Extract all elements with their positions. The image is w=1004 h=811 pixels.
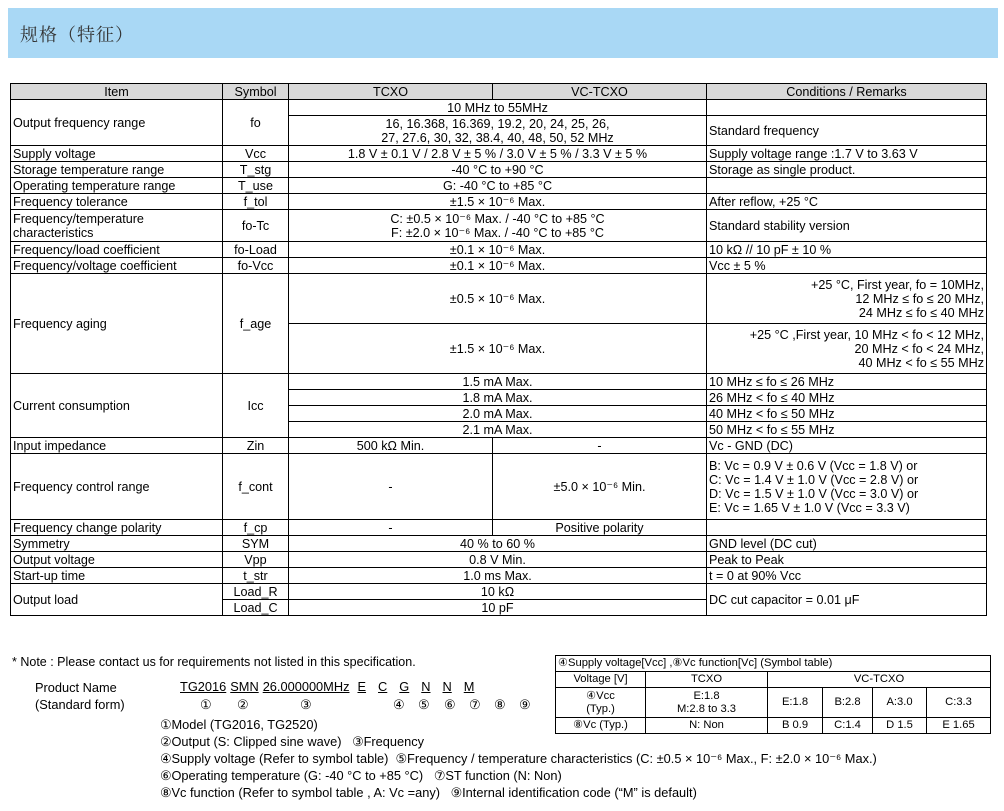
- cell-symbol: SYM: [223, 536, 289, 552]
- cell-value: 1.5 mA Max.: [289, 374, 707, 390]
- cell-symbol: f_age: [223, 274, 289, 374]
- cell-symbol: fo: [223, 100, 289, 146]
- symbol-vcc-label: ④Vcc (Typ.): [556, 688, 646, 718]
- cell-remark: Vcc ± 5 %: [707, 258, 987, 274]
- cell-remark: Standard frequency: [707, 116, 987, 146]
- cell-item: Symmetry: [11, 536, 223, 552]
- row-operating: [11, 178, 987, 194]
- legend-line: ①Model (TG2016, TG2520): [160, 717, 318, 732]
- cell-remark: Supply voltage range :1.7 V to 3.63 V: [707, 146, 987, 162]
- legend-line: ⑥Operating temperature (G: -40 °C to +85 °C) ⑦ST function (N: Non): [160, 768, 562, 783]
- cell-remark: 40 MHz < fo ≤ 50 MHz: [707, 406, 987, 422]
- cell-remark: +25 °C, First year, fo = 10MHz, 12 MHz ≤ fo ≤ 20 MHz, 24 MHz ≤ fo ≤ 40 MHz: [707, 274, 987, 324]
- legend-line: ②Output (S: Clipped sine wave) ③Frequency: [160, 734, 425, 749]
- cell-symbol: t_str: [223, 568, 289, 584]
- part-vc: N: [442, 679, 452, 694]
- cell-item: Frequency control range: [11, 454, 223, 520]
- cell-value: ±0.5 × 10⁻⁶ Max.: [289, 274, 707, 324]
- cell-item: Start-up time: [11, 568, 223, 584]
- row-startup: [11, 568, 987, 584]
- symbol-vcc-tcxo: E:1.8 M:2.8 to 3.3: [646, 688, 768, 718]
- cell-remark: Peak to Peak: [707, 552, 987, 568]
- index-7: ⑦: [469, 697, 481, 712]
- cell-item: Storage temperature range: [11, 162, 223, 178]
- part-temp: G: [399, 679, 410, 694]
- cell-remark: 26 MHz < fo ≤ 40 MHz: [707, 390, 987, 406]
- index-2: ②: [237, 697, 249, 712]
- footnote: * Note : Please contact us for requirements not listed in this specification.: [12, 655, 416, 669]
- symbol-header-voltage: Voltage [V]: [556, 672, 646, 688]
- legend-line: ④Supply voltage (Refer to symbol table) ⑤Frequency / temperature characteristics (C: ±0.5 × 10⁻⁶ Max., F: ±2.0 × 10⁻⁶ Max.): [160, 751, 877, 766]
- cell-value: 10 kΩ: [289, 584, 707, 600]
- cell-value: 16, 16.368, 16.369, 19.2, 20, 24, 25, 26, 27, 27.6, 30, 32, 38.4, 40, 48, 50, 52 MHz: [289, 116, 707, 146]
- row-impedance: [11, 438, 987, 454]
- row-symmetry: [11, 536, 987, 552]
- cell-remark: [707, 100, 987, 116]
- product-name-label: Product Name (Standard form): [35, 680, 125, 712]
- cell-value: 1.8 V ± 0.1 V / 2.8 V ± 5 % / 3.0 V ± 5 % / 3.3 V ± 5 %: [289, 146, 707, 162]
- cell-symbol: Load_C: [223, 600, 289, 616]
- cell-value: 0.8 V Min.: [289, 552, 707, 568]
- cell-item: Current consumption: [11, 374, 223, 438]
- cell-value: 1.0 ms Max.: [289, 568, 707, 584]
- cell-symbol: Vpp: [223, 552, 289, 568]
- part-fT: C: [378, 679, 388, 694]
- cell-symbol: T_stg: [223, 162, 289, 178]
- header-item: Item: [11, 84, 223, 100]
- row-supply: [11, 146, 987, 162]
- cell-remark: 50 MHz < fo ≤ 55 MHz: [707, 422, 987, 438]
- section-title: 规格（特征）: [20, 25, 134, 46]
- cell-value: 10 pF: [289, 600, 707, 616]
- cell-value: -40 °C to +90 °C: [289, 162, 707, 178]
- cell-item: Frequency change polarity: [11, 520, 223, 536]
- symbol-vcc-val: E:1.8: [768, 688, 823, 718]
- symbol-vc-val: C:1.4: [823, 718, 873, 734]
- symbol-vcc-val: A:3.0: [873, 688, 927, 718]
- row-current-1: [11, 374, 987, 390]
- row-tolerance: [11, 194, 987, 210]
- cell-remark: t = 0 at 90% Vcc: [707, 568, 987, 584]
- cell-item: Frequency/temperature characteristics: [11, 210, 223, 242]
- cell-value: ±1.5 × 10⁻⁶ Max.: [289, 324, 707, 374]
- row-load-coef: [11, 242, 987, 258]
- cell-item: Operating temperature range: [11, 178, 223, 194]
- cell-value: C: ±0.5 × 10⁻⁶ Max. / -40 °C to +85 °C F: ±2.0 × 10⁻⁶ Max. / -40 °C to +85 °C: [289, 210, 707, 242]
- symbol-caption-row: [556, 656, 991, 672]
- index-1: ①: [200, 697, 212, 712]
- header-tcxo: TCXO: [289, 84, 493, 100]
- row-storage: [11, 162, 987, 178]
- row-aging-1: [11, 274, 987, 324]
- index-6: ⑥: [444, 697, 456, 712]
- cell-item: Output frequency range: [11, 100, 223, 146]
- cell-vctcxo: -: [493, 438, 707, 454]
- row-load-r: [11, 584, 987, 600]
- row-control: [11, 454, 987, 520]
- symbol-vc-val: D 1.5: [873, 718, 927, 734]
- cell-symbol: Zin: [223, 438, 289, 454]
- cell-symbol: f_cp: [223, 520, 289, 536]
- header-vctcxo: VC-TCXO: [493, 84, 707, 100]
- row-output-voltage: [11, 552, 987, 568]
- cell-remark: [707, 178, 987, 194]
- symbol-vcc-row: [556, 688, 991, 718]
- cell-remark: [707, 520, 987, 536]
- cell-tcxo: -: [289, 520, 493, 536]
- cell-item: Frequency aging: [11, 274, 223, 374]
- header-remarks: Conditions / Remarks: [707, 84, 987, 100]
- cell-item: Frequency/load coefficient: [11, 242, 223, 258]
- cell-value: ±0.1 × 10⁻⁶ Max.: [289, 258, 707, 274]
- symbol-vc-label: ⑧Vc (Typ.): [556, 718, 646, 734]
- cell-symbol: f_cont: [223, 454, 289, 520]
- symbol-vcc-val: C:3.3: [927, 688, 991, 718]
- symbol-vc-row: [556, 718, 991, 734]
- cell-value: ±1.5 × 10⁻⁶ Max.: [289, 194, 707, 210]
- row-polarity: [11, 520, 987, 536]
- index-8: ⑧: [494, 697, 506, 712]
- cell-symbol: Load_R: [223, 584, 289, 600]
- spec-header-row: [11, 84, 987, 100]
- cell-value: 10 MHz to 55MHz: [289, 100, 707, 116]
- part-model: TG2016: [180, 679, 227, 694]
- cell-tcxo: 500 kΩ Min.: [289, 438, 493, 454]
- legend-line: ⑧Vc function (Refer to symbol table , A: Vc =any) ⑨Internal identification code (“M” is default): [160, 785, 697, 800]
- cell-item: Output load: [11, 584, 223, 616]
- cell-symbol: fo-Load: [223, 242, 289, 258]
- symbol-header-tcxo: TCXO: [646, 672, 768, 688]
- cell-symbol: Vcc: [223, 146, 289, 162]
- cell-item: Input impedance: [11, 438, 223, 454]
- cell-value: ±0.1 × 10⁻⁶ Max.: [289, 242, 707, 258]
- symbol-vcc-val: B:2.8: [823, 688, 873, 718]
- cell-symbol: fo-Vcc: [223, 258, 289, 274]
- cell-symbol: f_tol: [223, 194, 289, 210]
- cell-value: 1.8 mA Max.: [289, 390, 707, 406]
- cell-symbol: T_use: [223, 178, 289, 194]
- cell-item: Output voltage: [11, 552, 223, 568]
- symbol-vc-val: E 1.65: [927, 718, 991, 734]
- symbol-vc-val: B 0.9: [768, 718, 823, 734]
- header-symbol: Symbol: [223, 84, 289, 100]
- cell-tcxo: -: [289, 454, 493, 520]
- index-4: ④: [393, 697, 405, 712]
- cell-item: Supply voltage: [11, 146, 223, 162]
- index-9: ⑨: [519, 697, 531, 712]
- cell-remark: 10 MHz ≤ fo ≤ 26 MHz: [707, 374, 987, 390]
- part-id: M: [463, 679, 475, 694]
- cell-vctcxo: Positive polarity: [493, 520, 707, 536]
- cell-remark: B: Vc = 0.9 V ± 0.6 V (Vcc = 1.8 V) or C: Vc = 1.4 V ± 1.0 V (Vcc = 2.8 V) or D: Vc = 1.5 V ± 1.0 V (Vcc = 3.0 V) or E: Vc = 1.65 V ± 1.0 V (Vcc = 3.3 V): [707, 454, 987, 520]
- symbol-table: [555, 655, 991, 734]
- symbol-vc-tcxo: N: Non: [646, 718, 768, 734]
- cell-remark: After reflow, +25 °C: [707, 194, 987, 210]
- cell-remark: DC cut capacitor = 0.01 μF: [707, 584, 987, 616]
- symbol-caption: ④Supply voltage[Vcc] ,⑧Vc function[Vc] (Symbol table): [556, 656, 991, 672]
- cell-remark: Storage as single product.: [707, 162, 987, 178]
- cell-remark: Vc - GND (DC): [707, 438, 987, 454]
- cell-item: Frequency tolerance: [11, 194, 223, 210]
- cell-value: G: -40 °C to +85 °C: [289, 178, 707, 194]
- product-code: [180, 679, 482, 694]
- part-st: N: [421, 679, 431, 694]
- row-freq-range: [11, 100, 987, 116]
- spec-table: [10, 83, 987, 616]
- cell-remark: +25 °C ,First year, 10 MHz < fo < 12 MHz, 20 MHz < fo < 24 MHz, 40 MHz < fo ≤ 55 MHz: [707, 324, 987, 374]
- cell-value: 40 % to 60 %: [289, 536, 707, 552]
- symbol-header-vctcxo: VC-TCXO: [768, 672, 991, 688]
- cell-item: Frequency/voltage coefficient: [11, 258, 223, 274]
- index-3: ③: [300, 697, 312, 712]
- part-supply: E: [357, 679, 367, 694]
- row-temp-char: [11, 210, 987, 242]
- part-output: SMN: [230, 679, 259, 694]
- cell-vctcxo: ±5.0 × 10⁻⁶ Min.: [493, 454, 707, 520]
- symbol-header-row: [556, 672, 991, 688]
- cell-value: 2.1 mA Max.: [289, 422, 707, 438]
- part-frequency: 26.000000MHz: [262, 679, 350, 694]
- section-banner: [8, 8, 998, 58]
- cell-remark: Standard stability version: [707, 210, 987, 242]
- row-volt-coef: [11, 258, 987, 274]
- index-5: ⑤: [418, 697, 430, 712]
- cell-symbol: Icc: [223, 374, 289, 438]
- cell-symbol: fo-Tc: [223, 210, 289, 242]
- cell-value: 2.0 mA Max.: [289, 406, 707, 422]
- cell-remark: GND level (DC cut): [707, 536, 987, 552]
- cell-remark: 10 kΩ // 10 pF ± 10 %: [707, 242, 987, 258]
